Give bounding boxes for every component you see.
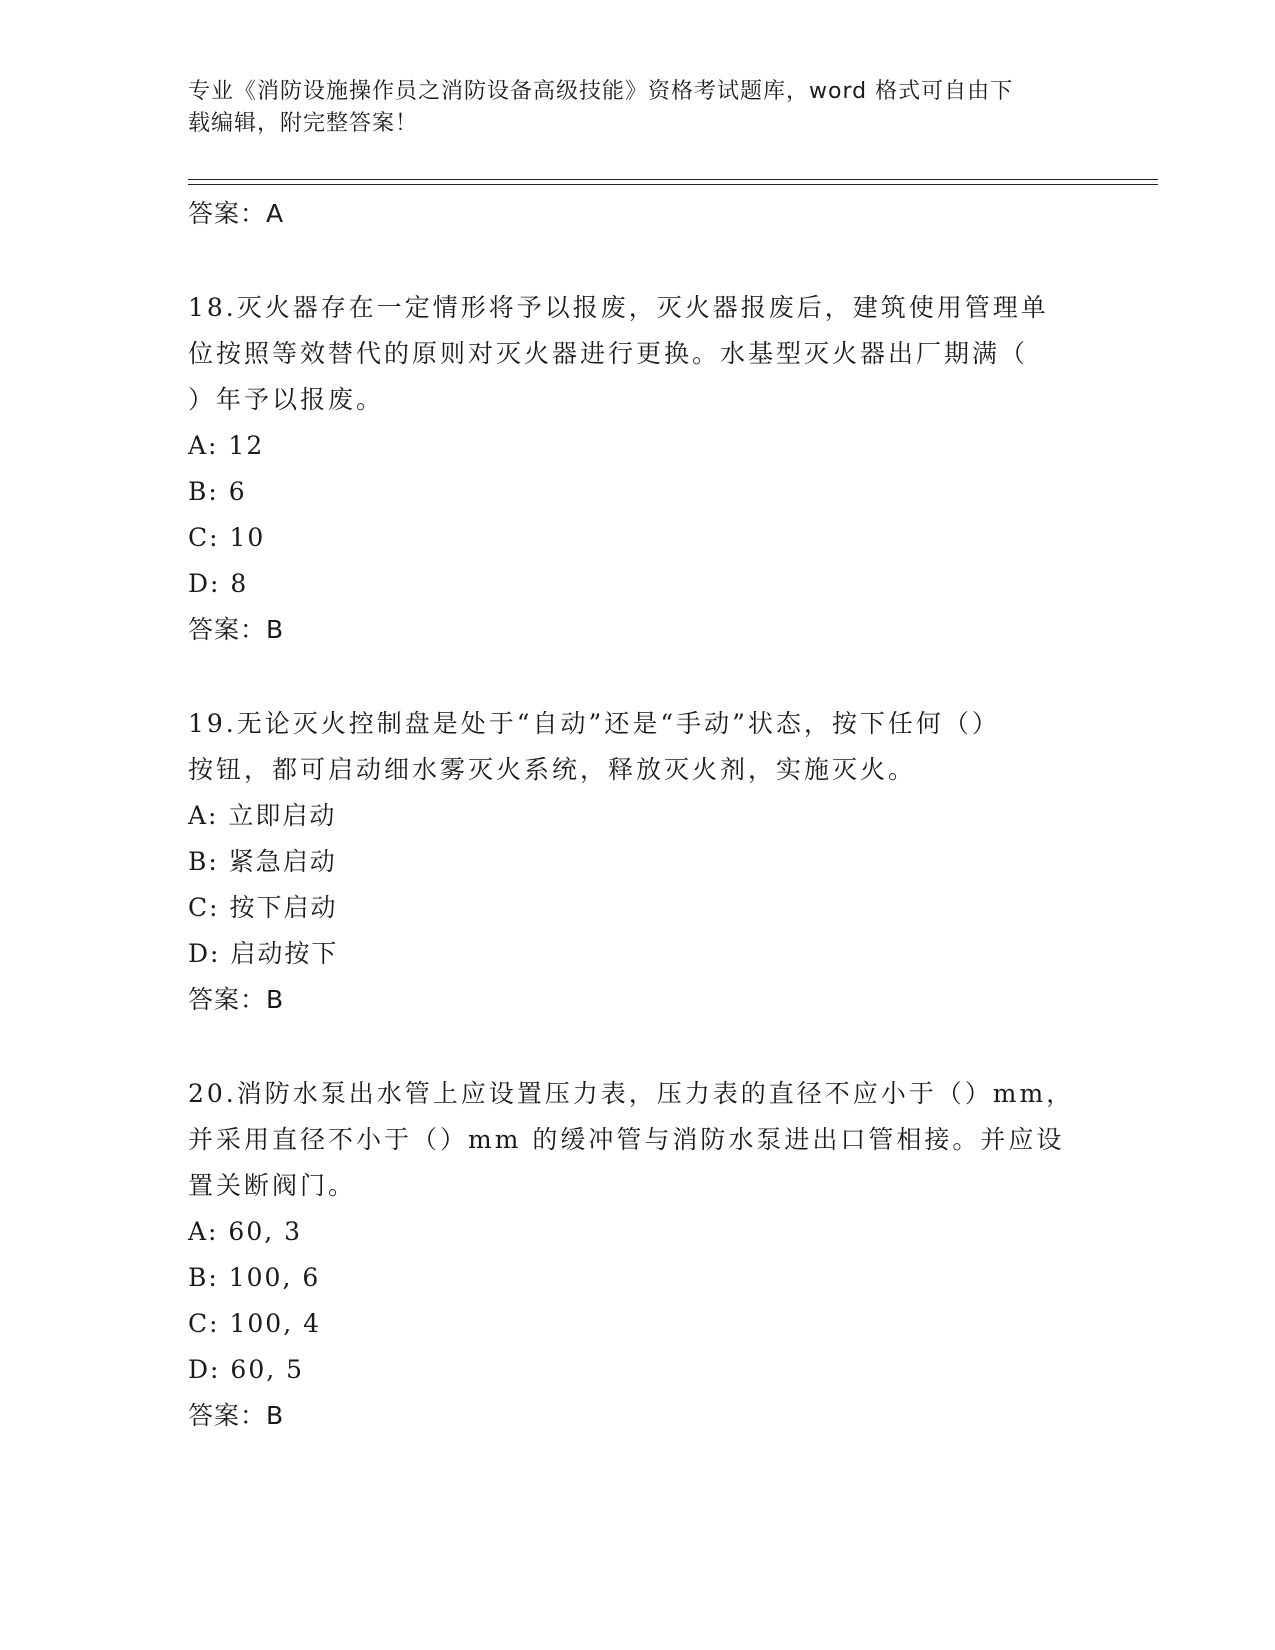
question-line: 20.消防水泵出水管上应设置压力表，压力表的直径不应小于（）mm， [188,1079,1075,1108]
option-b: B: 100, 6 [188,1263,321,1292]
question-item [188,1071,1088,1439]
question-line: 位按照等效替代的原则对灭火器进行更换。水基型灭火器出厂期满（ [188,339,1029,368]
question-text [188,285,1088,423]
option-d: D: 启动按下 [188,939,339,968]
question-list [188,191,1088,1439]
option-a: A: 立即启动 [188,801,337,830]
header-divider-bottom [188,184,1158,185]
question-line: 按钮，都可启动细水雾灭火系统，释放灭火剂，实施灭火。 [188,755,917,784]
option-c: C: 10 [188,523,266,552]
header-line-2: 载编辑，附完整答案！ [188,111,419,136]
question-line: 置关断阀门。 [188,1171,357,1200]
option-a: A: 60, 3 [188,1217,303,1246]
answer-label: 答案：B [188,615,285,644]
question-text [188,701,1088,793]
option-b: B: 紧急启动 [188,847,337,876]
option-a: A: 12 [188,431,265,460]
answer-label: 答案：B [188,1401,285,1430]
question-text [188,1071,1088,1209]
option-d: D: 60, 5 [188,1355,305,1384]
document-header [188,76,1088,140]
answer-label: 答案：A [188,199,285,228]
question-line: 18.灭火器存在一定情形将予以报废，灭火器报废后，建筑使用管理单 [188,293,1049,322]
header-divider-top [188,179,1158,180]
question-item [188,701,1088,1023]
question-line: 并采用直径不小于（）mm 的缓冲管与消防水泵进出口管相接。并应设 [188,1125,1065,1154]
option-c: C: 按下启动 [188,893,338,922]
question-line: 19.无论灭火控制盘是处于“自动”还是“手动”状态，按下任何（） [188,709,1000,738]
question-line: ）年予以报废。 [188,385,385,414]
option-b: B: 6 [188,477,247,506]
answer-label: 答案：B [188,985,285,1014]
question-item [188,285,1088,653]
option-c: C: 100, 4 [188,1309,322,1338]
header-line-1: 专业《消防设施操作员之消防设备高级技能》资格考试题库，word 格式可自由下 [188,79,1014,104]
option-d: D: 8 [188,569,249,598]
